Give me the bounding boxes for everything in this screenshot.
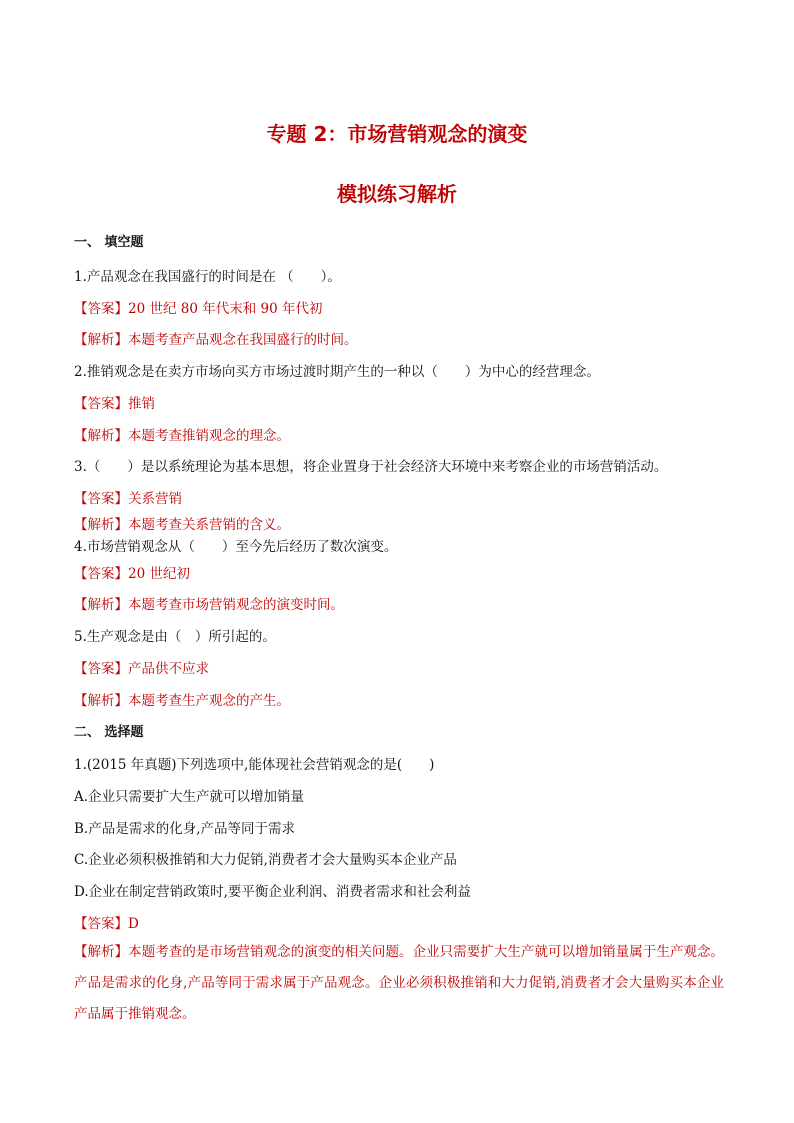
question-2: 2.推销观念是在卖方市场向买方市场过渡时期产生的一种以（ ）为中心的经营理念。 bbox=[74, 364, 600, 380]
section-heading-choice: 二、 选择题 bbox=[74, 725, 144, 740]
answer-label: 【答案】 bbox=[74, 301, 128, 317]
analysis-label: 【解析】 bbox=[74, 332, 128, 348]
answer-3 bbox=[74, 487, 182, 507]
choice-question-1: 1.(2015 年真题)下列选项中,能体现社会营销观念的是( ) bbox=[74, 757, 435, 773]
question-3: 3.（ ）是以系统理论为基本思想，将企业置身于社会经济大环境中来考察企业的市场营销活动。 bbox=[74, 459, 668, 475]
analysis-text: 本题考查的是市场营销观念的演变的相关问题。企业只需要扩大生产就可以增加销量属于生产观念。产品是需求的化身,产品等同于需求属于产品观念。企业必须积极推销和大力促销,消费者才会大量购买本企业产品属于推销观念。 bbox=[74, 944, 725, 1022]
answer-label: 【答案】 bbox=[74, 661, 128, 677]
choice-option-d: D.企业在制定营销政策时,要平衡企业利润、消费者需求和社会利益 bbox=[74, 884, 471, 900]
answer-text: 推销 bbox=[128, 396, 155, 412]
analysis-5 bbox=[74, 689, 290, 709]
analysis-label: 【解析】 bbox=[74, 944, 129, 960]
choice-option-c: C.企业必须积极推销和大力促销,消费者才会大量购买本企业产品 bbox=[74, 852, 457, 868]
answer-2 bbox=[74, 392, 155, 412]
question-4: 4.市场营销观念从（ ）至今先后经历了数次演变。 bbox=[74, 539, 398, 555]
question-5: 5.生产观念是由（ ）所引起的。 bbox=[74, 629, 276, 645]
question-1: 1.产品观念在我国盛行的时间是在 （ ）。 bbox=[74, 269, 341, 285]
analysis-text: 本题考查推销观念的理念。 bbox=[128, 428, 290, 444]
analysis-3 bbox=[74, 513, 290, 533]
page-title: 专题 2：市场营销观念的演变 bbox=[266, 122, 528, 146]
analysis-label: 【解析】 bbox=[74, 517, 128, 533]
page-subtitle: 模拟练习解析 bbox=[337, 182, 457, 206]
answer-text: 产品供不应求 bbox=[128, 661, 209, 677]
analysis-text: 本题考查生产观念的产生。 bbox=[128, 693, 290, 709]
answer-label: 【答案】 bbox=[74, 916, 128, 932]
answer-text: 关系营销 bbox=[128, 491, 182, 507]
answer-1 bbox=[74, 297, 323, 317]
analysis-4 bbox=[74, 593, 344, 613]
answer-label: 【答案】 bbox=[74, 396, 128, 412]
answer-text: 20 世纪 80 年代末和 90 年代初 bbox=[128, 301, 323, 317]
choice-option-a: A.企业只需要扩大生产就可以增加销量 bbox=[74, 789, 305, 805]
answer-label: 【答案】 bbox=[74, 491, 128, 507]
analysis-label: 【解析】 bbox=[74, 428, 128, 444]
choice-option-b: B.产品是需求的化身,产品等同于需求 bbox=[74, 821, 296, 837]
answer-4 bbox=[74, 562, 190, 582]
answer-5 bbox=[74, 657, 209, 677]
analysis-label: 【解析】 bbox=[74, 693, 128, 709]
analysis-text: 本题考查产品观念在我国盛行的时间。 bbox=[128, 332, 358, 348]
answer-text: D bbox=[128, 916, 139, 932]
choice-answer bbox=[74, 912, 139, 932]
analysis-2 bbox=[74, 424, 290, 444]
answer-text: 20 世纪初 bbox=[128, 566, 190, 582]
analysis-label: 【解析】 bbox=[74, 597, 128, 613]
analysis-text: 本题考查市场营销观念的演变时间。 bbox=[128, 597, 344, 613]
analysis-text: 本题考查关系营销的含义。 bbox=[128, 517, 290, 533]
section-heading-fill-blank: 一、 填空题 bbox=[74, 235, 144, 250]
answer-label: 【答案】 bbox=[74, 566, 128, 582]
analysis-1 bbox=[74, 328, 358, 348]
choice-analysis bbox=[74, 937, 724, 1030]
